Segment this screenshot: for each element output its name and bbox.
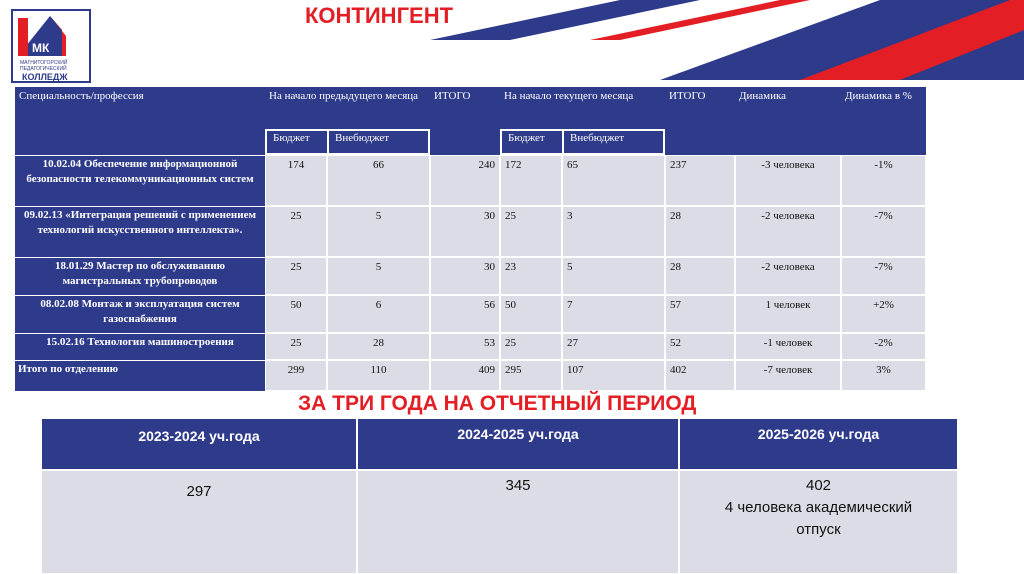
table-cell-pct: +2% — [841, 295, 926, 333]
year-value-1: 297 — [42, 471, 356, 573]
year-value-2: 345 — [356, 471, 678, 573]
table-cell-dyn: -3 человека — [735, 155, 841, 206]
table-row-label: 18.01.29 Мастер по обслуживанию магистральных трубопроводов — [15, 257, 265, 295]
year-header-3: 2025-2026 уч.года — [678, 419, 957, 469]
table-cell-t2: 57 — [665, 295, 735, 333]
academic-leave-note: 4 человека академический отпуск — [724, 499, 913, 538]
svg-text:КОЛЛЕДЖ: КОЛЛЕДЖ — [22, 72, 68, 82]
table-cell-t1: 240 — [430, 155, 500, 206]
table-row-label: 09.02.13 «Интеграция решений с применением технологий искусственного интеллекта». — [15, 206, 265, 257]
svg-text:МК: МК — [32, 41, 50, 55]
table-cell-b1: 25 — [265, 206, 327, 257]
table-row-label: 15.02.16 Технология машиностроения — [15, 333, 265, 360]
table-cell-nb1: 28 — [327, 333, 430, 360]
table-cell-b2: 172 — [500, 155, 562, 206]
header-nonbudget-1: Внебюджет — [327, 129, 430, 155]
table-cell-pct: -1% — [841, 155, 926, 206]
table-cell-b1: 50 — [265, 295, 327, 333]
contingent-table — [15, 87, 926, 391]
svg-text:ПЕДАГОГИЧЕСКИЙ: ПЕДАГОГИЧЕСКИЙ — [20, 66, 67, 72]
section-subtitle: ЗА ТРИ ГОДА НА ОТЧЕТНЫЙ ПЕРИОД — [298, 392, 697, 415]
header-total-2: ИТОГО — [665, 87, 735, 155]
year-header-1: 2023-2024 уч.года — [42, 419, 356, 469]
table-cell-nb2: 5 — [562, 257, 665, 295]
year-value-3 — [678, 471, 957, 573]
table-cell-dyn: 1 человек — [735, 295, 841, 333]
table-cell-nb1: 6 — [327, 295, 430, 333]
table-row-label: Итого по отделению — [15, 360, 265, 391]
table-row-label: 10.02.04 Обеспечение информационной безопасности телекоммуникационных систем — [15, 155, 265, 206]
year-value-3-number: 402 — [805, 477, 832, 494]
table-cell-nb1: 110 — [327, 360, 430, 391]
table-cell-nb1: 5 — [327, 206, 430, 257]
table-cell-b1: 299 — [265, 360, 327, 391]
table-cell-b1: 25 — [265, 257, 327, 295]
year-header-2: 2024-2025 уч.года — [356, 419, 678, 469]
table-cell-t2: 237 — [665, 155, 735, 206]
table-cell-b2: 25 — [500, 333, 562, 360]
table-cell-t2: 28 — [665, 257, 735, 295]
header-budget-1: Бюджет — [265, 129, 329, 155]
header-curr-month: На начало текущего месяца — [500, 87, 665, 129]
table-cell-t1: 409 — [430, 360, 500, 391]
table-cell-nb2: 107 — [562, 360, 665, 391]
table-cell-dyn: -1 человек — [735, 333, 841, 360]
table-cell-nb1: 5 — [327, 257, 430, 295]
table-cell-pct: -7% — [841, 206, 926, 257]
table-cell-pct: -2% — [841, 333, 926, 360]
table-cell-b2: 50 — [500, 295, 562, 333]
header-total-1: ИТОГО — [430, 87, 500, 155]
table-cell-t1: 56 — [430, 295, 500, 333]
header-prev-month: На начало предыдущего месяца — [265, 87, 430, 129]
table-cell-t2: 402 — [665, 360, 735, 391]
three-year-table — [42, 419, 957, 573]
table-cell-b2: 295 — [500, 360, 562, 391]
table-cell-pct: -7% — [841, 257, 926, 295]
header-stripes — [0, 0, 1024, 80]
table-cell-nb2: 27 — [562, 333, 665, 360]
table-cell-nb2: 3 — [562, 206, 665, 257]
header-specialty: Специальность/профессия — [15, 87, 265, 155]
table-cell-nb2: 65 — [562, 155, 665, 206]
table-cell-dyn: -2 человека — [735, 257, 841, 295]
table-cell-t1: 30 — [430, 257, 500, 295]
table-cell-dyn: -7 человек — [735, 360, 841, 391]
table-cell-nb2: 7 — [562, 295, 665, 333]
table-cell-b2: 25 — [500, 206, 562, 257]
table-cell-nb1: 66 — [327, 155, 430, 206]
table-cell-t1: 53 — [430, 333, 500, 360]
page-title: КОНТИНГЕНТ — [305, 3, 454, 28]
table-row-label: 08.02.08 Монтаж и эксплуатация систем газоснабжения — [15, 295, 265, 333]
header-dynamics: Динамика — [735, 87, 841, 155]
table-cell-pct: 3% — [841, 360, 926, 391]
table-cell-dyn: -2 человека — [735, 206, 841, 257]
table-cell-t1: 30 — [430, 206, 500, 257]
table-cell-b1: 25 — [265, 333, 327, 360]
college-logo — [10, 8, 94, 84]
table-cell-t2: 52 — [665, 333, 735, 360]
table-cell-b2: 23 — [500, 257, 562, 295]
header-budget-2: Бюджет — [500, 129, 564, 155]
svg-text:МАГНИТОГОРСКИЙ: МАГНИТОГОРСКИЙ — [20, 60, 68, 66]
table-cell-b1: 174 — [265, 155, 327, 206]
header-dynamics-pct: Динамика в % — [841, 87, 926, 155]
header-nonbudget-2: Внебюджет — [562, 129, 665, 155]
table-cell-t2: 28 — [665, 206, 735, 257]
